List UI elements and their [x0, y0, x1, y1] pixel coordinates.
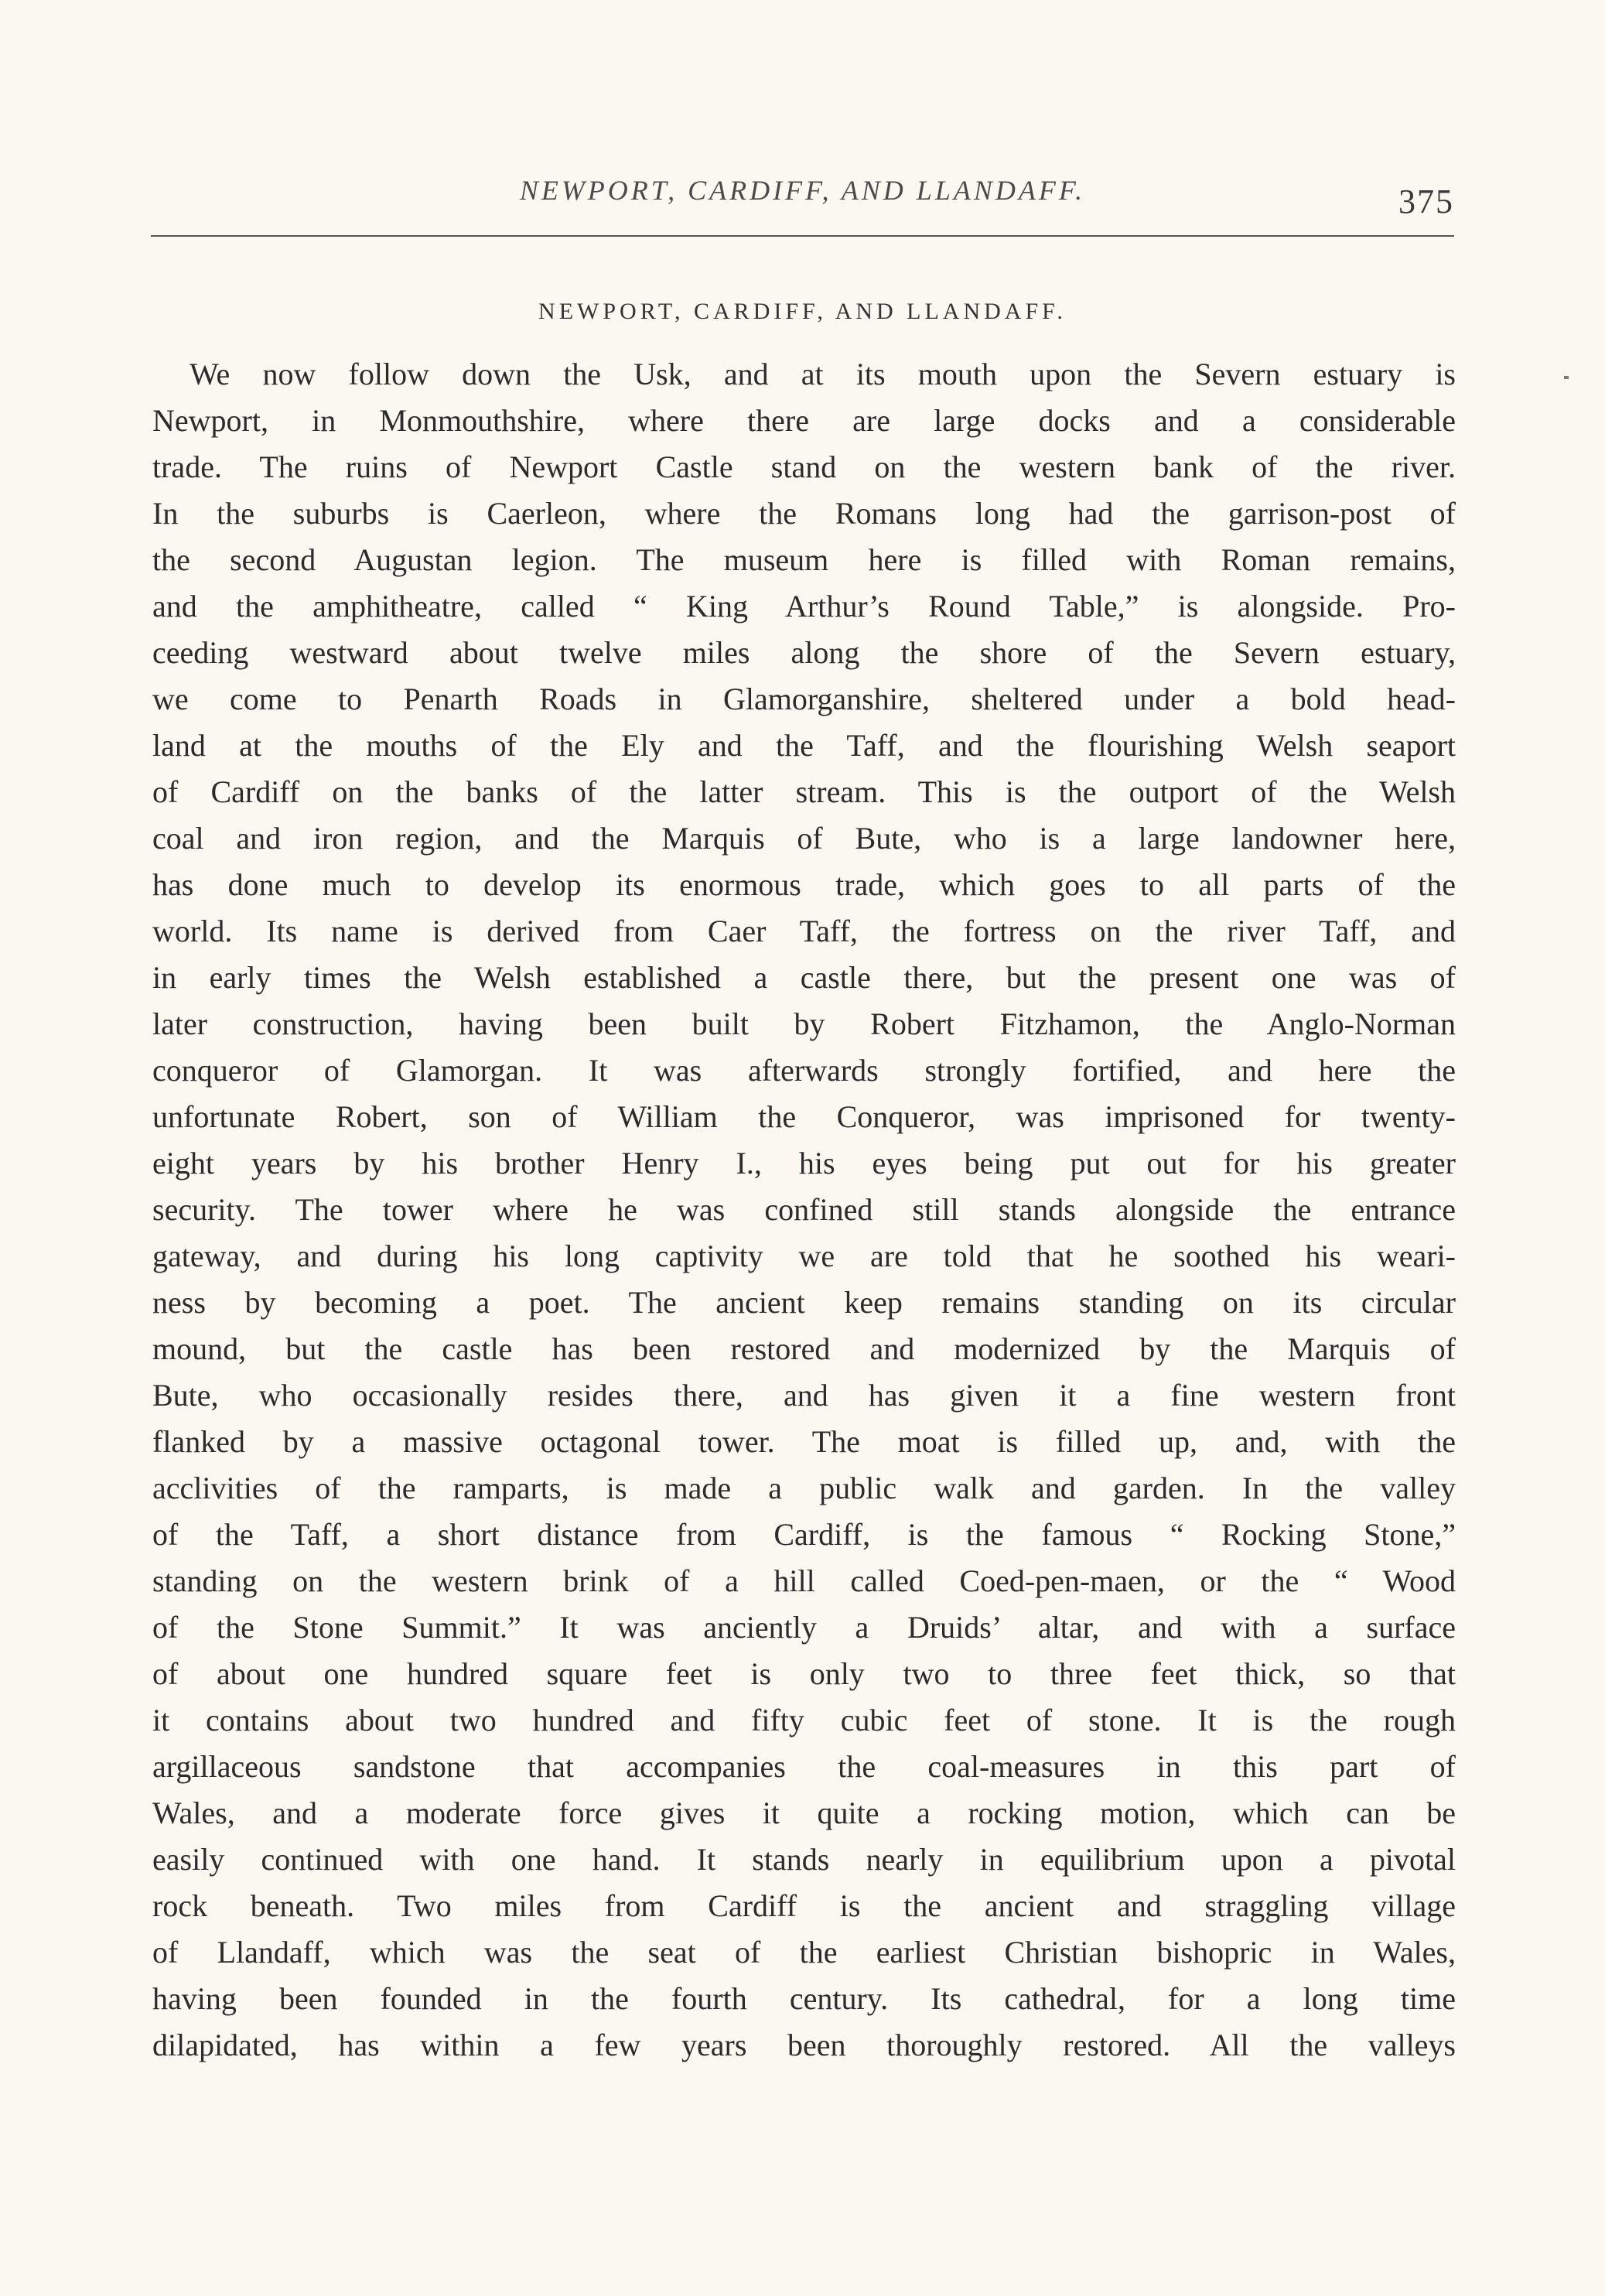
section-title: NEWPORT, CARDIFF, AND LLANDAFF.: [538, 299, 1067, 324]
text-line: the second Augustan legion. The museum here is filled with Roman remains,: [152, 542, 1456, 577]
text-line: In the suburbs is Caerleon, where the Romans long had the garrison-post of: [152, 496, 1456, 531]
text-line: gateway, and during his long captivity we are told that he soothed his weari-: [152, 1239, 1456, 1273]
text-line: Bute, who occasionally resides there, and has given it a fine western front: [152, 1378, 1456, 1413]
header-rule: [151, 235, 1454, 237]
text-line: and the amphitheatre, called “ King Arthur’s Round Table,” is alongside. Pro-: [152, 589, 1456, 624]
text-line: we come to Penarth Roads in Glamorganshire, sheltered under a bold head-: [152, 682, 1456, 716]
text-line: of about one hundred square feet is only two to three feet thick, so that: [152, 1656, 1456, 1691]
text-line: of Llandaff, which was the seat of the earliest Christian bishopric in Wales,: [152, 1935, 1456, 1970]
text-line: trade. The ruins of Newport Castle stand on the western bank of the river.: [152, 449, 1456, 484]
text-line: eight years by his brother Henry I., his eyes being put out for his greater: [152, 1146, 1456, 1180]
text-line: of the Stone Summit.” It was anciently a Druids’ altar, and with a surface: [152, 1610, 1456, 1645]
text-line: Newport, in Monmouthshire, where there are large docks and a considerable: [152, 403, 1456, 438]
text-line: argillaceous sandstone that accompanies the coal-measures in this part of: [152, 1749, 1456, 1784]
text-line: dilapidated, has within a few years been thoroughly restored. All the valleys: [152, 2028, 1456, 2062]
text-line: conqueror of Glamorgan. It was afterwards strongly fortified, and here the: [152, 1053, 1456, 1088]
text-line: later construction, having been built by Robert Fitzhamon, the Anglo-Norman: [152, 1006, 1456, 1041]
body-text: [152, 351, 1456, 2069]
text-line: coal and iron region, and the Marquis of Bute, who is a large landowner here,: [152, 821, 1456, 856]
text-line: flanked by a massive octagonal tower. The moat is filled up, and, with the: [152, 1424, 1456, 1459]
text-line: of Cardiff on the banks of the latter stream. This is the outport of the Welsh: [152, 774, 1456, 809]
text-line: Wales, and a moderate force gives it quite a rocking motion, which can be: [152, 1795, 1456, 1830]
text-line: having been founded in the fourth century. Its cathedral, for a long time: [152, 1981, 1456, 2016]
text-line: it contains about two hundred and fifty cubic feet of stone. It is the rough: [152, 1703, 1456, 1737]
text-line: ness by becoming a poet. The ancient keep remains standing on its circular: [152, 1285, 1456, 1320]
running-title: NEWPORT, CARDIFF, AND LLANDAFF.: [519, 175, 1086, 206]
text-line: land at the mouths of the Ely and the Taff, and the flourishing Welsh seaport: [152, 728, 1456, 763]
text-line: unfortunate Robert, son of William the Conqueror, was imprisoned for twenty-: [152, 1099, 1456, 1134]
text-line: in early times the Welsh established a castle there, but the present one was of: [152, 960, 1456, 995]
text-line: security. The tower where he was confined still stands alongside the entrance: [152, 1192, 1456, 1227]
running-head: [151, 174, 1454, 228]
text-line: has done much to develop its enormous trade, which goes to all parts of the: [152, 867, 1456, 902]
text-line: rock beneath. Two miles from Cardiff is the ancient and straggling village: [152, 1888, 1456, 1923]
text-line: world. Its name is derived from Caer Taff, the fortress on the river Taff, and: [152, 914, 1456, 948]
text-line: of the Taff, a short distance from Cardiff, is the famous “ Rocking Stone,”: [152, 1517, 1456, 1552]
text-line: standing on the western brink of a hill called Coed-pen-maen, or the “ Wood: [152, 1563, 1456, 1598]
page-number: 375: [1398, 183, 1454, 220]
text-line: We now follow down the Usk, and at its mouth upon the Severn estuary is: [190, 357, 1456, 391]
text-line: easily continued with one hand. It stands nearly in equilibrium upon a pivotal: [152, 1842, 1456, 1877]
text-line: ceeding westward about twelve miles along the shore of the Severn estuary,: [152, 635, 1456, 670]
text-line: acclivities of the ramparts, is made a public walk and garden. In the valley: [152, 1471, 1456, 1505]
text-line: mound, but the castle has been restored and modernized by the Marquis of: [152, 1331, 1456, 1366]
margin-speck: [1564, 376, 1569, 379]
